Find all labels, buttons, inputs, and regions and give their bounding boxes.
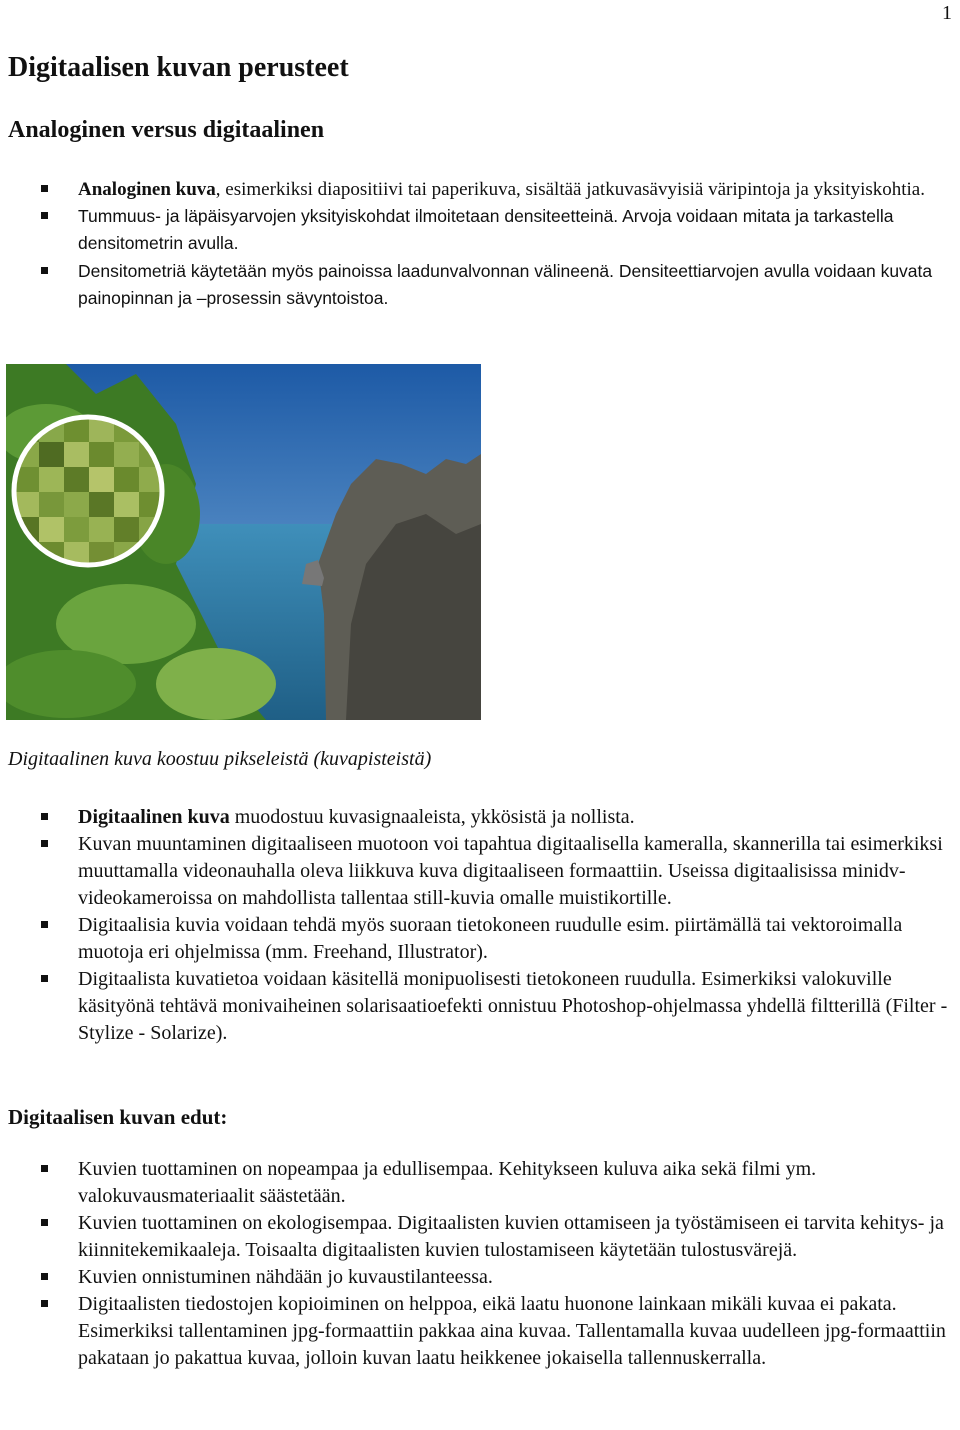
item-text: Densitometriä käytetään myös painoissa laadunvalvonnan välineenä. Densiteettiarvojen avulla voidaan kuvata painopinnan ja –prosessin sävyntoistoa. <box>78 260 933 308</box>
item-text: , esimerkiksi diapositiivi tai paperikuva, sisältää jatkuvasävyisiä väripintoja ja yksityiskohtia. <box>215 179 925 200</box>
list-item <box>0 1210 958 1264</box>
list-item <box>0 1156 958 1210</box>
list-item <box>0 176 958 203</box>
item-text: Kuvien tuottaminen on nopeampaa ja edullisempaa. Kehitykseen kuluva aika sekä filmi ym. valokuvausmateriaalit säästetään. <box>78 1158 817 1207</box>
list-item <box>0 258 958 312</box>
item-text: muodostuu kuvasignaaleista, ykkösistä ja nollista. <box>229 806 635 828</box>
pixel-illustration-photo <box>6 364 481 720</box>
analog-bullet-list <box>0 176 958 312</box>
list-item <box>0 203 958 257</box>
list-item <box>0 1264 958 1291</box>
item-text: Kuvan muuntaminen digitaaliseen muotoon voi tapahtua digitaalisella kameralla, skannerilla tai esimerkiksi muuttamalla videonauhalla oleva liikkuva kuva digitaaliseen formaattiin. Useissa digitaalisissa minidv-videokameroissa on mahdollista tallentaa still-kuvia omalle muistikortille. <box>78 833 943 909</box>
section-heading-advantages: Digitaalisen kuvan edut: <box>8 1105 228 1129</box>
item-text: Tummuus- ja läpäisyarvojen yksityiskohdat ilmoitetaan densiteetteinä. Arvoja voidaan mitata ja tarkastella densitometrin avulla. <box>78 206 894 254</box>
item-text: Kuvien tuottaminen on ekologisempaa. Digitaalisten kuvien ottamiseen ja työstämiseen ei tarvita kehitys- ja kiinnitekemikaaleja. Toisaalta digitaalisten kuvien tulostamiseen käytetään tulostusvärejä. <box>78 1212 944 1261</box>
page-number: 1 <box>942 2 952 24</box>
list-item <box>0 1291 958 1372</box>
item-text: Digitaalista kuvatietoa voidaan käsitellä monipuolisesti tietokoneen ruudulla. Esimerkiksi valokuville käsityönä tehtävä monivaiheinen solarisaatioefekti onnistuu Photoshop-ohjelmassa yhdellä filtterillä (Filter - Stylize - Solarize). <box>78 968 948 1044</box>
list-item <box>0 912 958 966</box>
item-lead: Digitaalinen kuva <box>78 806 230 828</box>
digital-bullet-list <box>0 804 958 1047</box>
item-text: Kuvien onnistuminen nähdään jo kuvaustilanteessa. <box>78 1266 493 1288</box>
item-lead: Analoginen kuva <box>78 179 216 200</box>
list-item <box>0 966 958 1047</box>
section-heading-analog-digital: Analoginen versus digitaalinen <box>8 117 325 143</box>
page-title: Digitaalisen kuvan perusteet <box>8 52 349 83</box>
advantages-bullet-list <box>0 1156 958 1372</box>
item-text: Digitaalisten tiedostojen kopioiminen on helppoa, eikä laatu huonone lainkaan mikäli kuvaa ei pakata. Esimerkiksi tallentaminen jpg-formaattiin pakkaa aina kuvaa. Tallentamalla kuvaa uudelleen jpg-formaattiin pakataan jo pakattua kuvaa, jolloin kuvan laatu heikkenee jokaisella tallennuskerralla. <box>78 1293 946 1369</box>
section-heading-pixels: Digitaalinen kuva koostuu pikseleistä (kuvapisteistä) <box>8 748 432 770</box>
leaf-3 <box>156 648 276 720</box>
list-item <box>0 831 958 912</box>
list-item <box>0 804 958 831</box>
item-text: Digitaalisia kuvia voidaan tehdä myös suoraan tietokoneen ruudulle esim. piirtämällä tai vektoroimalla muotoja eri ohjelmissa (mm. Freehand, Illustrator). <box>78 914 903 963</box>
